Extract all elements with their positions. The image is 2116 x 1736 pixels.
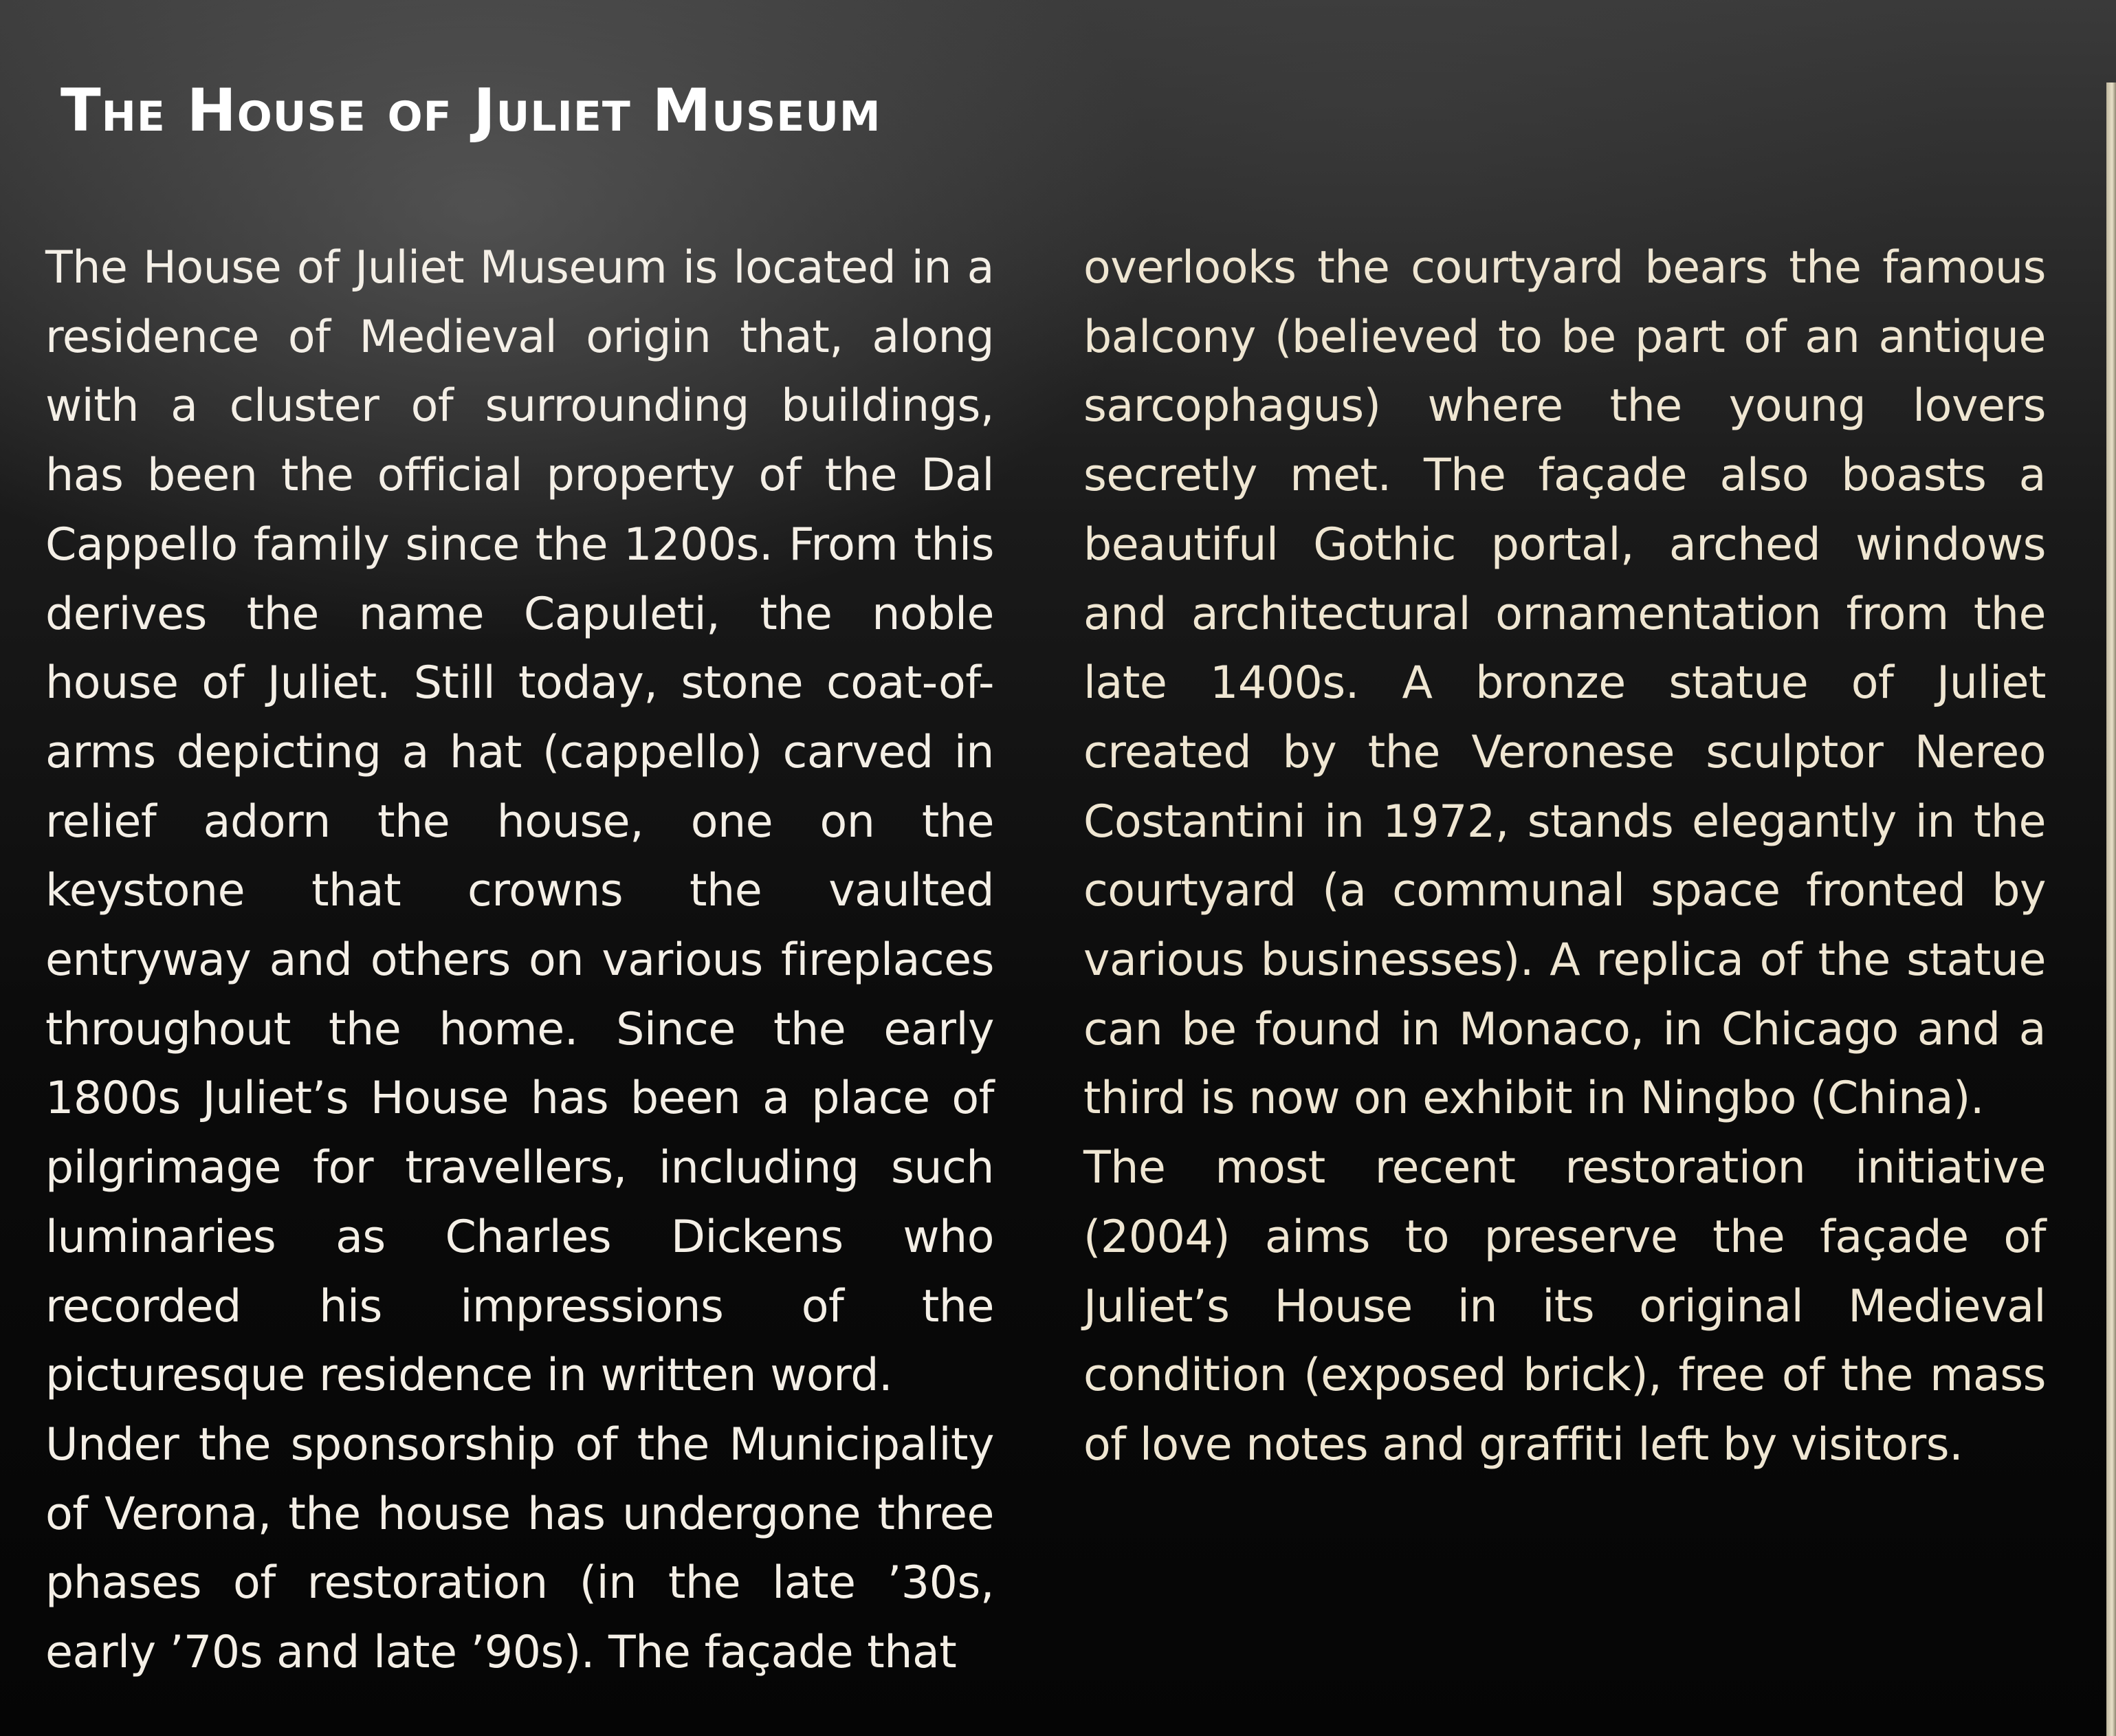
right-text-column — [1083, 234, 2046, 1480]
right-paragraph-facade: overlooks the courtyard bears the famous balcony (believed to be part of an antique sarcophagus) where the young lovers secretly met. The façade also boasts a beautiful Gothic portal, arched windows and architectural ornamentation from the late 1400s. A bronze statue of Juliet created by the Veronese sculptor Nereo Costantini in 1972, stands elegantly in the courtyard (a communal space fronted by various businesses). A replica of the statue can be found in Monaco, in Chicago and a third is now on exhibit in Ningbo (China). — [1083, 242, 2046, 1125]
left-paragraph-restoration: Under the sponsorship of the Municipality of Verona, the house has undergone three phases of restoration (in the late ’30s, early ’70s and late ’90s). The façade that — [45, 1418, 994, 1679]
sign-edge-frame — [2106, 83, 2116, 1736]
left-paragraph-history: The House of Juliet Museum is located in a residence of Medieval origin that, along with a cluster of surrounding buildings, has been the official property of the Dal Cappello family since the 1200s. From this derives the name Capuleti, the noble house of Juliet. Still today, stone coat-of-arms depicting a hat (cappello) carved in relief adorn the house, one on the keystone that crowns the vaulted entryway and others on various fireplaces throughout the home. Since the early 1800s Juliet’s House has been a place of pilgrimage for travellers, including such luminaries as Charles Dickens who recorded his impressions of the picturesque residence in written word. — [45, 242, 994, 1402]
right-paragraph-recent-restoration: The most recent restoration initiative (2004) aims to preserve the façade of Juliet’s House in its original Medieval condition (exposed brick), free of the mass of love notes and graffiti left by visitors. — [1083, 1142, 2046, 1471]
left-text-column — [45, 234, 994, 1688]
sign-title: The House of Juliet Museum — [60, 76, 881, 145]
